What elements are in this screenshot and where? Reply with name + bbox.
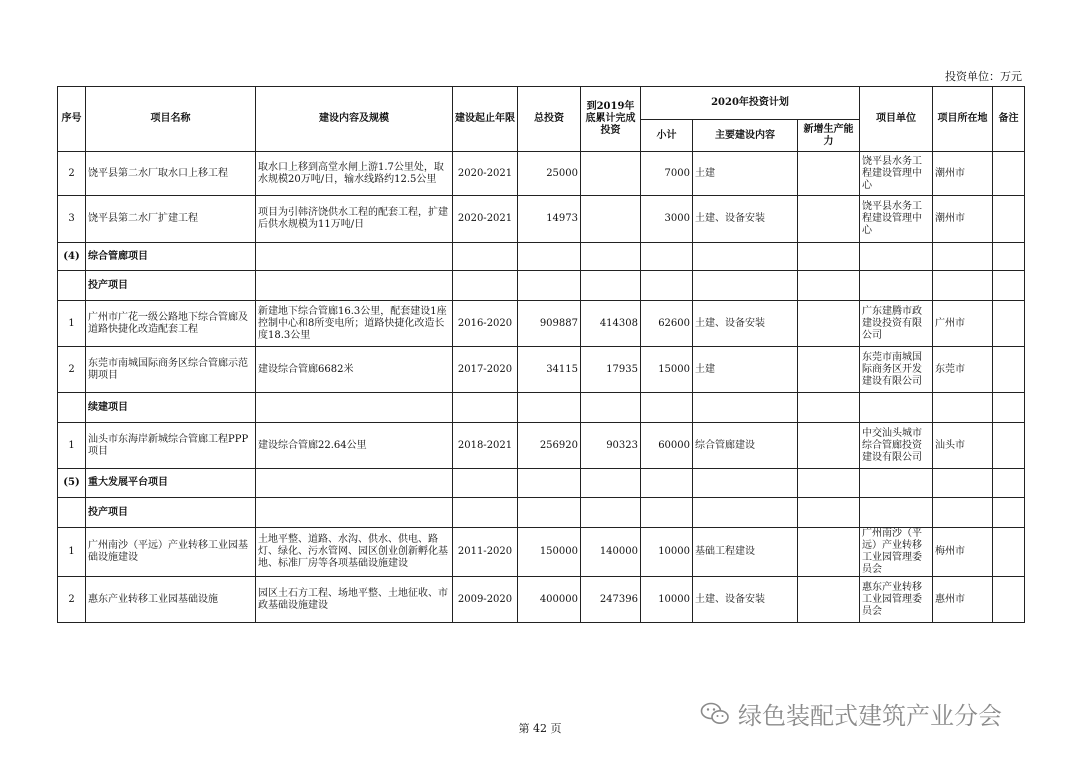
cell-cumulative: 247396	[581, 577, 641, 623]
cell-location: 广州市	[933, 301, 993, 347]
cell-main-content: 土建、设备安装	[693, 301, 798, 347]
header-main-content: 主要建设内容	[693, 120, 798, 152]
header-cumulative: 到2019年底累计完成投资	[581, 87, 641, 152]
subsection-row	[58, 498, 1025, 528]
cell-location: 梅州市	[933, 528, 993, 577]
cell-main-content: 土建	[693, 347, 798, 393]
header-capacity: 新增生产能力	[798, 120, 860, 152]
header-seq: 序号	[58, 87, 86, 152]
cell-content: 建设综合管廊6682米	[256, 347, 453, 393]
cell-capacity	[798, 347, 860, 393]
cell-unit: 中交汕头城市综合管廊投资建设有限公司	[860, 423, 933, 469]
cell-empty	[256, 498, 453, 528]
cell-empty	[860, 498, 933, 528]
cell-seq	[58, 271, 86, 301]
section-row	[58, 469, 1025, 498]
cell-empty	[453, 469, 518, 498]
cell-empty	[693, 271, 798, 301]
cell-years: 2020-2021	[453, 152, 518, 196]
cell-name: 综合管廊项目	[86, 243, 256, 271]
cell-capacity	[798, 577, 860, 623]
cell-name: 惠东产业转移工业园基础设施	[86, 577, 256, 623]
cell-empty	[860, 469, 933, 498]
cell-subtotal: 10000	[641, 577, 693, 623]
cell-empty	[993, 243, 1025, 271]
header-remark: 备注	[993, 87, 1025, 152]
cell-empty	[860, 271, 933, 301]
page-number: 第 42 页	[518, 722, 562, 735]
section-row	[58, 243, 1025, 271]
cell-remark	[993, 423, 1025, 469]
cell-subtotal: 15000	[641, 347, 693, 393]
cell-unit: 广东建腾市政建设投资有限公司	[860, 301, 933, 347]
cell-name: 饶平县第二水厂取水口上移工程	[86, 152, 256, 196]
cell-cumulative	[581, 196, 641, 243]
cell-name: 广州市广花一级公路地下综合管廊及道路快捷化改造配套工程	[86, 301, 256, 347]
cell-empty	[993, 393, 1025, 423]
cell-capacity	[798, 528, 860, 577]
cell-seq: 2	[58, 152, 86, 196]
watermark-text: 绿色装配式建筑产业分会	[738, 702, 1002, 730]
cell-content: 建设综合管廊22.64公里	[256, 423, 453, 469]
header-total: 总投资	[518, 87, 581, 152]
header-location: 项目所在地	[933, 87, 993, 152]
cell-empty	[453, 393, 518, 423]
cell-cumulative: 90323	[581, 423, 641, 469]
cell-empty	[693, 469, 798, 498]
cell-name: 饶平县第二水厂扩建工程	[86, 196, 256, 243]
header-name: 项目名称	[86, 87, 256, 152]
table-row	[58, 528, 1025, 577]
cell-years: 2011-2020	[453, 528, 518, 577]
cell-name: 投产项目	[86, 498, 256, 528]
cell-empty	[933, 271, 993, 301]
cell-years: 2017-2020	[453, 347, 518, 393]
cell-empty	[798, 393, 860, 423]
header-plan: 2020年投资计划	[641, 87, 860, 120]
cell-total: 150000	[518, 528, 581, 577]
watermark	[700, 696, 1002, 731]
cell-location: 东莞市	[933, 347, 993, 393]
cell-empty	[798, 243, 860, 271]
cell-name: 投产项目	[86, 271, 256, 301]
cell-cumulative	[581, 152, 641, 196]
cell-years: 2018-2021	[453, 423, 518, 469]
cell-years: 2009-2020	[453, 577, 518, 623]
cell-location: 汕头市	[933, 423, 993, 469]
cell-capacity	[798, 196, 860, 243]
cell-unit: 惠东产业转移工业园管理委员会	[860, 577, 933, 623]
cell-empty	[581, 469, 641, 498]
cell-empty	[581, 393, 641, 423]
cell-unit: 东莞市南城国际商务区开发建设有限公司	[860, 347, 933, 393]
cell-cumulative: 140000	[581, 528, 641, 577]
cell-empty	[993, 469, 1025, 498]
cell-main-content: 基础工程建设	[693, 528, 798, 577]
cell-content: 项目为引韩济饶供水工程的配套工程，扩建后供水规模为11万吨/日	[256, 196, 453, 243]
cell-subtotal: 7000	[641, 152, 693, 196]
cell-name: 广州南沙（平远）产业转移工业园基础设施建设	[86, 528, 256, 577]
cell-empty	[933, 243, 993, 271]
cell-total: 400000	[518, 577, 581, 623]
cell-main-content: 土建	[693, 152, 798, 196]
cell-seq: (4)	[58, 243, 86, 271]
cell-unit: 饶平县水务工程建设管理中心	[860, 196, 933, 243]
cell-total: 25000	[518, 152, 581, 196]
cell-seq	[58, 393, 86, 423]
cell-empty	[993, 498, 1025, 528]
cell-content: 取水口上移到高堂水闸上游1.7公里处，取水规模20万吨/日，输水线路约12.5公里	[256, 152, 453, 196]
header-content: 建设内容及规模	[256, 87, 453, 152]
wechat-icon	[700, 701, 730, 727]
cell-main-content: 土建、设备安装	[693, 577, 798, 623]
cell-location: 潮州市	[933, 152, 993, 196]
cell-capacity	[798, 423, 860, 469]
cell-empty	[256, 243, 453, 271]
cell-subtotal: 3000	[641, 196, 693, 243]
cell-name: 重大发展平台项目	[86, 469, 256, 498]
cell-empty	[256, 393, 453, 423]
header-subtotal: 小计	[641, 120, 693, 152]
cell-capacity	[798, 301, 860, 347]
cell-total: 14973	[518, 196, 581, 243]
cell-name: 汕头市东海岸新城综合管廊工程PPP项目	[86, 423, 256, 469]
cell-main-content: 综合管廊建设	[693, 423, 798, 469]
cell-empty	[518, 498, 581, 528]
cell-empty	[518, 469, 581, 498]
cell-empty	[518, 393, 581, 423]
cell-remark	[993, 152, 1025, 196]
cell-cumulative: 414308	[581, 301, 641, 347]
cell-empty	[693, 243, 798, 271]
cell-subtotal: 10000	[641, 528, 693, 577]
cell-empty	[581, 271, 641, 301]
cell-name: 东莞市南城国际商务区综合管廊示范期项目	[86, 347, 256, 393]
cell-empty	[641, 243, 693, 271]
cell-content: 园区土石方工程、场地平整、土地征收、市政基础设施建设	[256, 577, 453, 623]
table-row	[58, 196, 1025, 243]
table-row	[58, 423, 1025, 469]
table-row	[58, 301, 1025, 347]
cell-empty	[581, 243, 641, 271]
cell-total: 256920	[518, 423, 581, 469]
header-unit: 项目单位	[860, 87, 933, 152]
cell-cumulative: 17935	[581, 347, 641, 393]
cell-seq: 1	[58, 528, 86, 577]
cell-empty	[518, 243, 581, 271]
cell-empty	[256, 271, 453, 301]
cell-seq: (5)	[58, 469, 86, 498]
cell-empty	[453, 271, 518, 301]
table-row	[58, 347, 1025, 393]
cell-content: 新建地下综合管廊16.3公里，配套建设1座控制中心和8所变电所；道路快捷化改造长度18.3公里	[256, 301, 453, 347]
cell-seq: 2	[58, 577, 86, 623]
cell-subtotal: 60000	[641, 423, 693, 469]
cell-empty	[453, 243, 518, 271]
cell-name: 续建项目	[86, 393, 256, 423]
table-row	[58, 577, 1025, 623]
cell-seq: 1	[58, 423, 86, 469]
investment-table	[57, 86, 1025, 623]
cell-years: 2020-2021	[453, 196, 518, 243]
cell-empty	[860, 243, 933, 271]
cell-empty	[641, 393, 693, 423]
cell-remark	[993, 301, 1025, 347]
cell-empty	[256, 469, 453, 498]
table-row	[58, 152, 1025, 196]
cell-seq	[58, 498, 86, 528]
cell-seq: 1	[58, 301, 86, 347]
cell-remark	[993, 196, 1025, 243]
subsection-row	[58, 393, 1025, 423]
cell-empty	[581, 498, 641, 528]
cell-subtotal: 62600	[641, 301, 693, 347]
cell-total: 34115	[518, 347, 581, 393]
cell-unit: 广州南沙（平远）产业转移工业园管理委员会	[860, 528, 933, 577]
cell-remark	[993, 347, 1025, 393]
header-years: 建设起止年限	[453, 87, 518, 152]
cell-location: 惠州市	[933, 577, 993, 623]
cell-years: 2016-2020	[453, 301, 518, 347]
cell-empty	[860, 393, 933, 423]
cell-empty	[798, 271, 860, 301]
cell-main-content: 土建、设备安装	[693, 196, 798, 243]
cell-empty	[453, 498, 518, 528]
cell-total: 909887	[518, 301, 581, 347]
cell-empty	[798, 469, 860, 498]
cell-capacity	[798, 152, 860, 196]
cell-empty	[933, 469, 993, 498]
subsection-row	[58, 271, 1025, 301]
unit-note: 投资单位：万元	[945, 70, 1022, 83]
cell-empty	[693, 393, 798, 423]
cell-empty	[641, 271, 693, 301]
cell-empty	[993, 271, 1025, 301]
cell-remark	[993, 528, 1025, 577]
cell-empty	[933, 498, 993, 528]
cell-empty	[641, 498, 693, 528]
cell-location: 潮州市	[933, 196, 993, 243]
cell-remark	[993, 577, 1025, 623]
table-body	[58, 152, 1025, 623]
cell-unit: 饶平县水务工程建设管理中心	[860, 152, 933, 196]
cell-content: 土地平整、道路、水沟、供水、供电、路灯、绿化、污水管网、园区创业创新孵化基地、标准厂房等各项基础设施建设	[256, 528, 453, 577]
cell-empty	[933, 393, 993, 423]
cell-empty	[518, 271, 581, 301]
cell-seq: 3	[58, 196, 86, 243]
cell-empty	[693, 498, 798, 528]
cell-seq: 2	[58, 347, 86, 393]
cell-empty	[798, 498, 860, 528]
cell-empty	[641, 469, 693, 498]
